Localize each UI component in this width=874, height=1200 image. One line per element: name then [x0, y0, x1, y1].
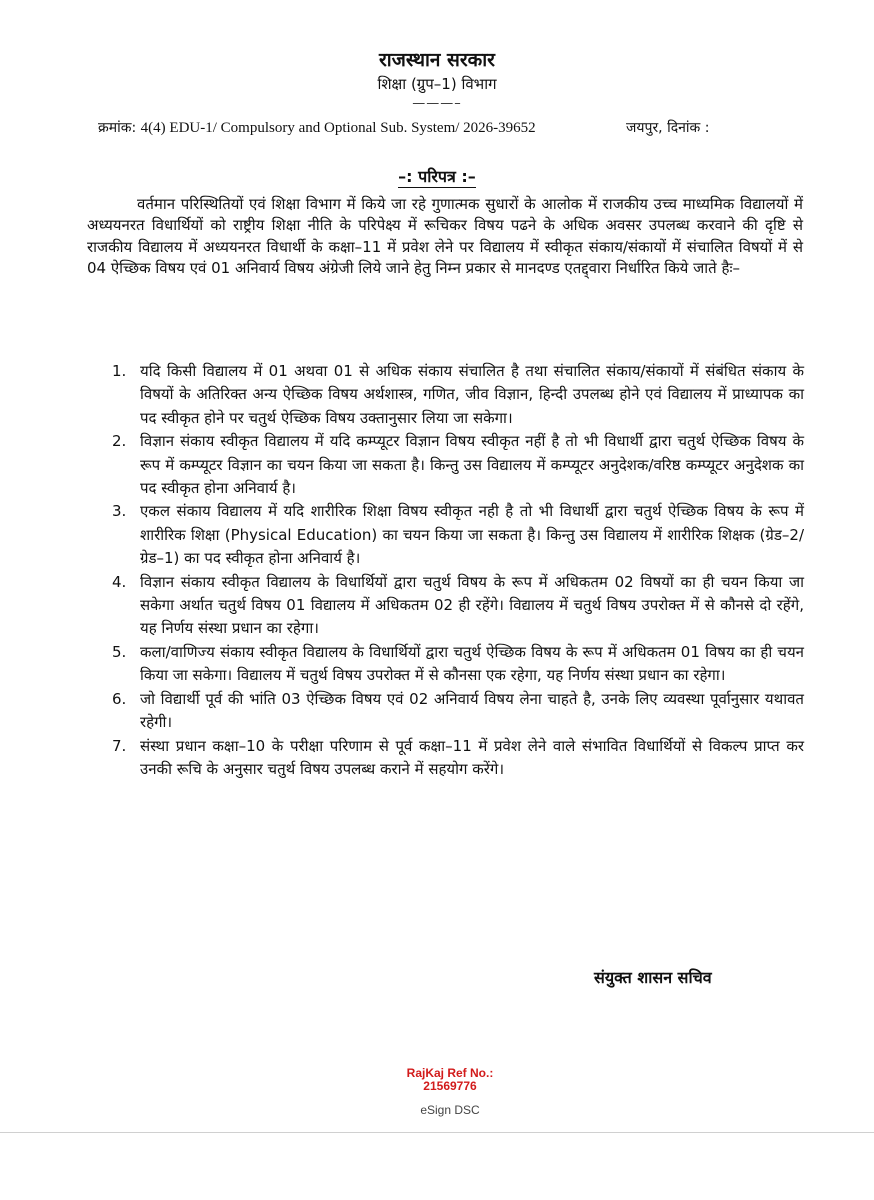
esign-label: eSign DSC [420, 1103, 480, 1117]
reference-number: 4(4) EDU-1/ Compulsory and Optional Sub. System/ 2026-39652 [140, 120, 536, 136]
reference-line [98, 118, 818, 137]
header-divider: ———– [412, 96, 462, 111]
criteria-number: 7. [112, 736, 127, 755]
place-date: जयपुर, दिनांक : [626, 120, 710, 136]
criteria-item [112, 735, 804, 782]
criteria-number: 5. [112, 642, 127, 661]
signatory-designation: संयुक्त शासन सचिव [594, 968, 712, 987]
criteria-text: संस्था प्रधान कक्षा–10 के परीक्षा परिणाम से पूर्व कक्षा–11 में प्रवेश लेने वाले संभावित विधार्थियों से विकल्प प्राप्त कर उनकी रूचि के अनुसार चतुर्थ विषय उपलब्ध कराने में सहयोग करेंगे। [140, 736, 804, 778]
department-name: शिक्षा (ग्रुप–1) विभाग [377, 75, 497, 93]
criteria-number: 3. [112, 502, 127, 521]
intro-paragraph: वर्तमान परिस्थितियों एवं शिक्षा विभाग में किये जा रहे गुणात्मक सुधारों के आलोक में राजकीय उच्च माध्यमिक विद्यालयों में अध्ययनरत विधार्थियों को राष्ट्रीय शिक्षा नीति के परिपेक्ष्य में रूचिकर विषय पढने के अधिक अवसर उपलब्ध करवाने की दृष्टि से राजकीय विद्यालय में अध्ययनरत विधार्थी के कक्षा–11 में प्रवेश लेने पर विद्यालय में स्वीकृत संकाय/संकायों में संचालित विषयों में से 04 ऐच्छिक विषय एवं 01 अनिवार्य विषय अंग्रेजी लिये जाने हेतु निम्न प्रकार से मानदण्ड एतद्द्वारा निर्धारित किये जाते हैः– [87, 195, 803, 278]
criteria-text: जो विद्यार्थी पूर्व की भांति 03 ऐच्छिक विषय एवं 02 अनिवार्य विषय लेना चाहते है, उनके लिए व्यवस्था पूर्वानुसार यथावत रहेगी। [140, 689, 804, 732]
criteria-text: यदि किसी विद्यालय में 01 अथवा 01 से अधिक संकाय संचालित है तथा संचालित संकाय/संकायों में संबंधित संकाय के विषयों के अतिरिक्त अन्य ऐच्छिक विषय अर्थशास्त्र, गणित, जीव विज्ञान, हिन्दी उपलब्ध होने एवं विद्यालय में प्राध्यापक का पद स्वीकृत होने पर चतुर्थ ऐच्छिक विषय उक्तानुसार लिया जा सकेगा। [140, 362, 804, 427]
criteria-item [112, 500, 804, 570]
criteria-number: 4. [112, 572, 127, 591]
criteria-text: विज्ञान संकाय स्वीकृत विद्यालय में यदि कम्प्यूटर विज्ञान विषय स्वीकृत नहीं है तो भी विधार्थी द्वारा चतुर्थ ऐच्छिक विषय के रूप में कम्प्यूटर विज्ञान का चयन किया जा सकता है। किन्तु उस विद्यालय में कम्प्यूटर अनुदेशक/वरिष्ठ कम्प्यूटर अनुदेशक का पद स्वीकृत होना अनिवार्य है। [140, 432, 804, 498]
criteria-item [112, 641, 804, 688]
rajkaj-reference [380, 1067, 520, 1093]
page-bottom-divider [0, 1132, 874, 1133]
circular-title-text: –: परिपत्र :– [398, 167, 476, 186]
criteria-item [112, 571, 804, 641]
reference-label: क्रमांक: [98, 120, 137, 136]
rajkaj-number: 21569776 [423, 1079, 477, 1093]
criteria-text: एकल संकाय विद्यालय में यदि शारीरिक शिक्षा विषय स्वीकृत नही है तो भी विधार्थी द्वारा चतुर्थ ऐच्छिक विषय के रूप में शारीरिक शिक्षा (Physical Education) का चयन किया जा सकता है। किन्तु उस विद्यालय में शारीरिक शिक्षक (ग्रेड–2/ग्रेड–1) का पद स्वीकृत होना अनिवार्य है। [140, 502, 804, 568]
criteria-list [112, 360, 804, 781]
criteria-number: 2. [112, 432, 127, 451]
circular-title [0, 165, 874, 187]
criteria-item [112, 360, 804, 430]
government-title: राजस्थान सरकार [379, 49, 495, 71]
criteria-number: 6. [112, 689, 127, 708]
criteria-number: 1. [112, 362, 127, 380]
criteria-text: विज्ञान संकाय स्वीकृत विद्यालय के विधार्थियों द्वारा चतुर्थ विषय के रूप में अधिकतम 02 विषयों का ही चयन किया जा सकेगा अर्थात चतुर्थ विषय 01 विद्यालय में अधिकतम 02 ही रहेंगे। विद्यालय में चतुर्थ विषय उपरोक्त में से कौनसे दो रहेंगे, यह निर्णय संस्था प्रधान का रहेगा। [140, 572, 804, 638]
criteria-item [112, 430, 804, 500]
criteria-text: कला/वाणिज्य संकाय स्वीकृत विद्यालय के विधार्थियों द्वारा चतुर्थ ऐच्छिक विषय के रूप में अधिकतम 01 विषय का ही चयन किया जा सकेगा। विद्यालय में चतुर्थ विषय उपरोक्त में से कौनसा एक रहेगा, यह निर्णय संस्था प्रधान का रहेगा। [140, 642, 804, 685]
criteria-item [112, 688, 804, 735]
rajkaj-label: RajKaj Ref No.: [406, 1066, 494, 1080]
